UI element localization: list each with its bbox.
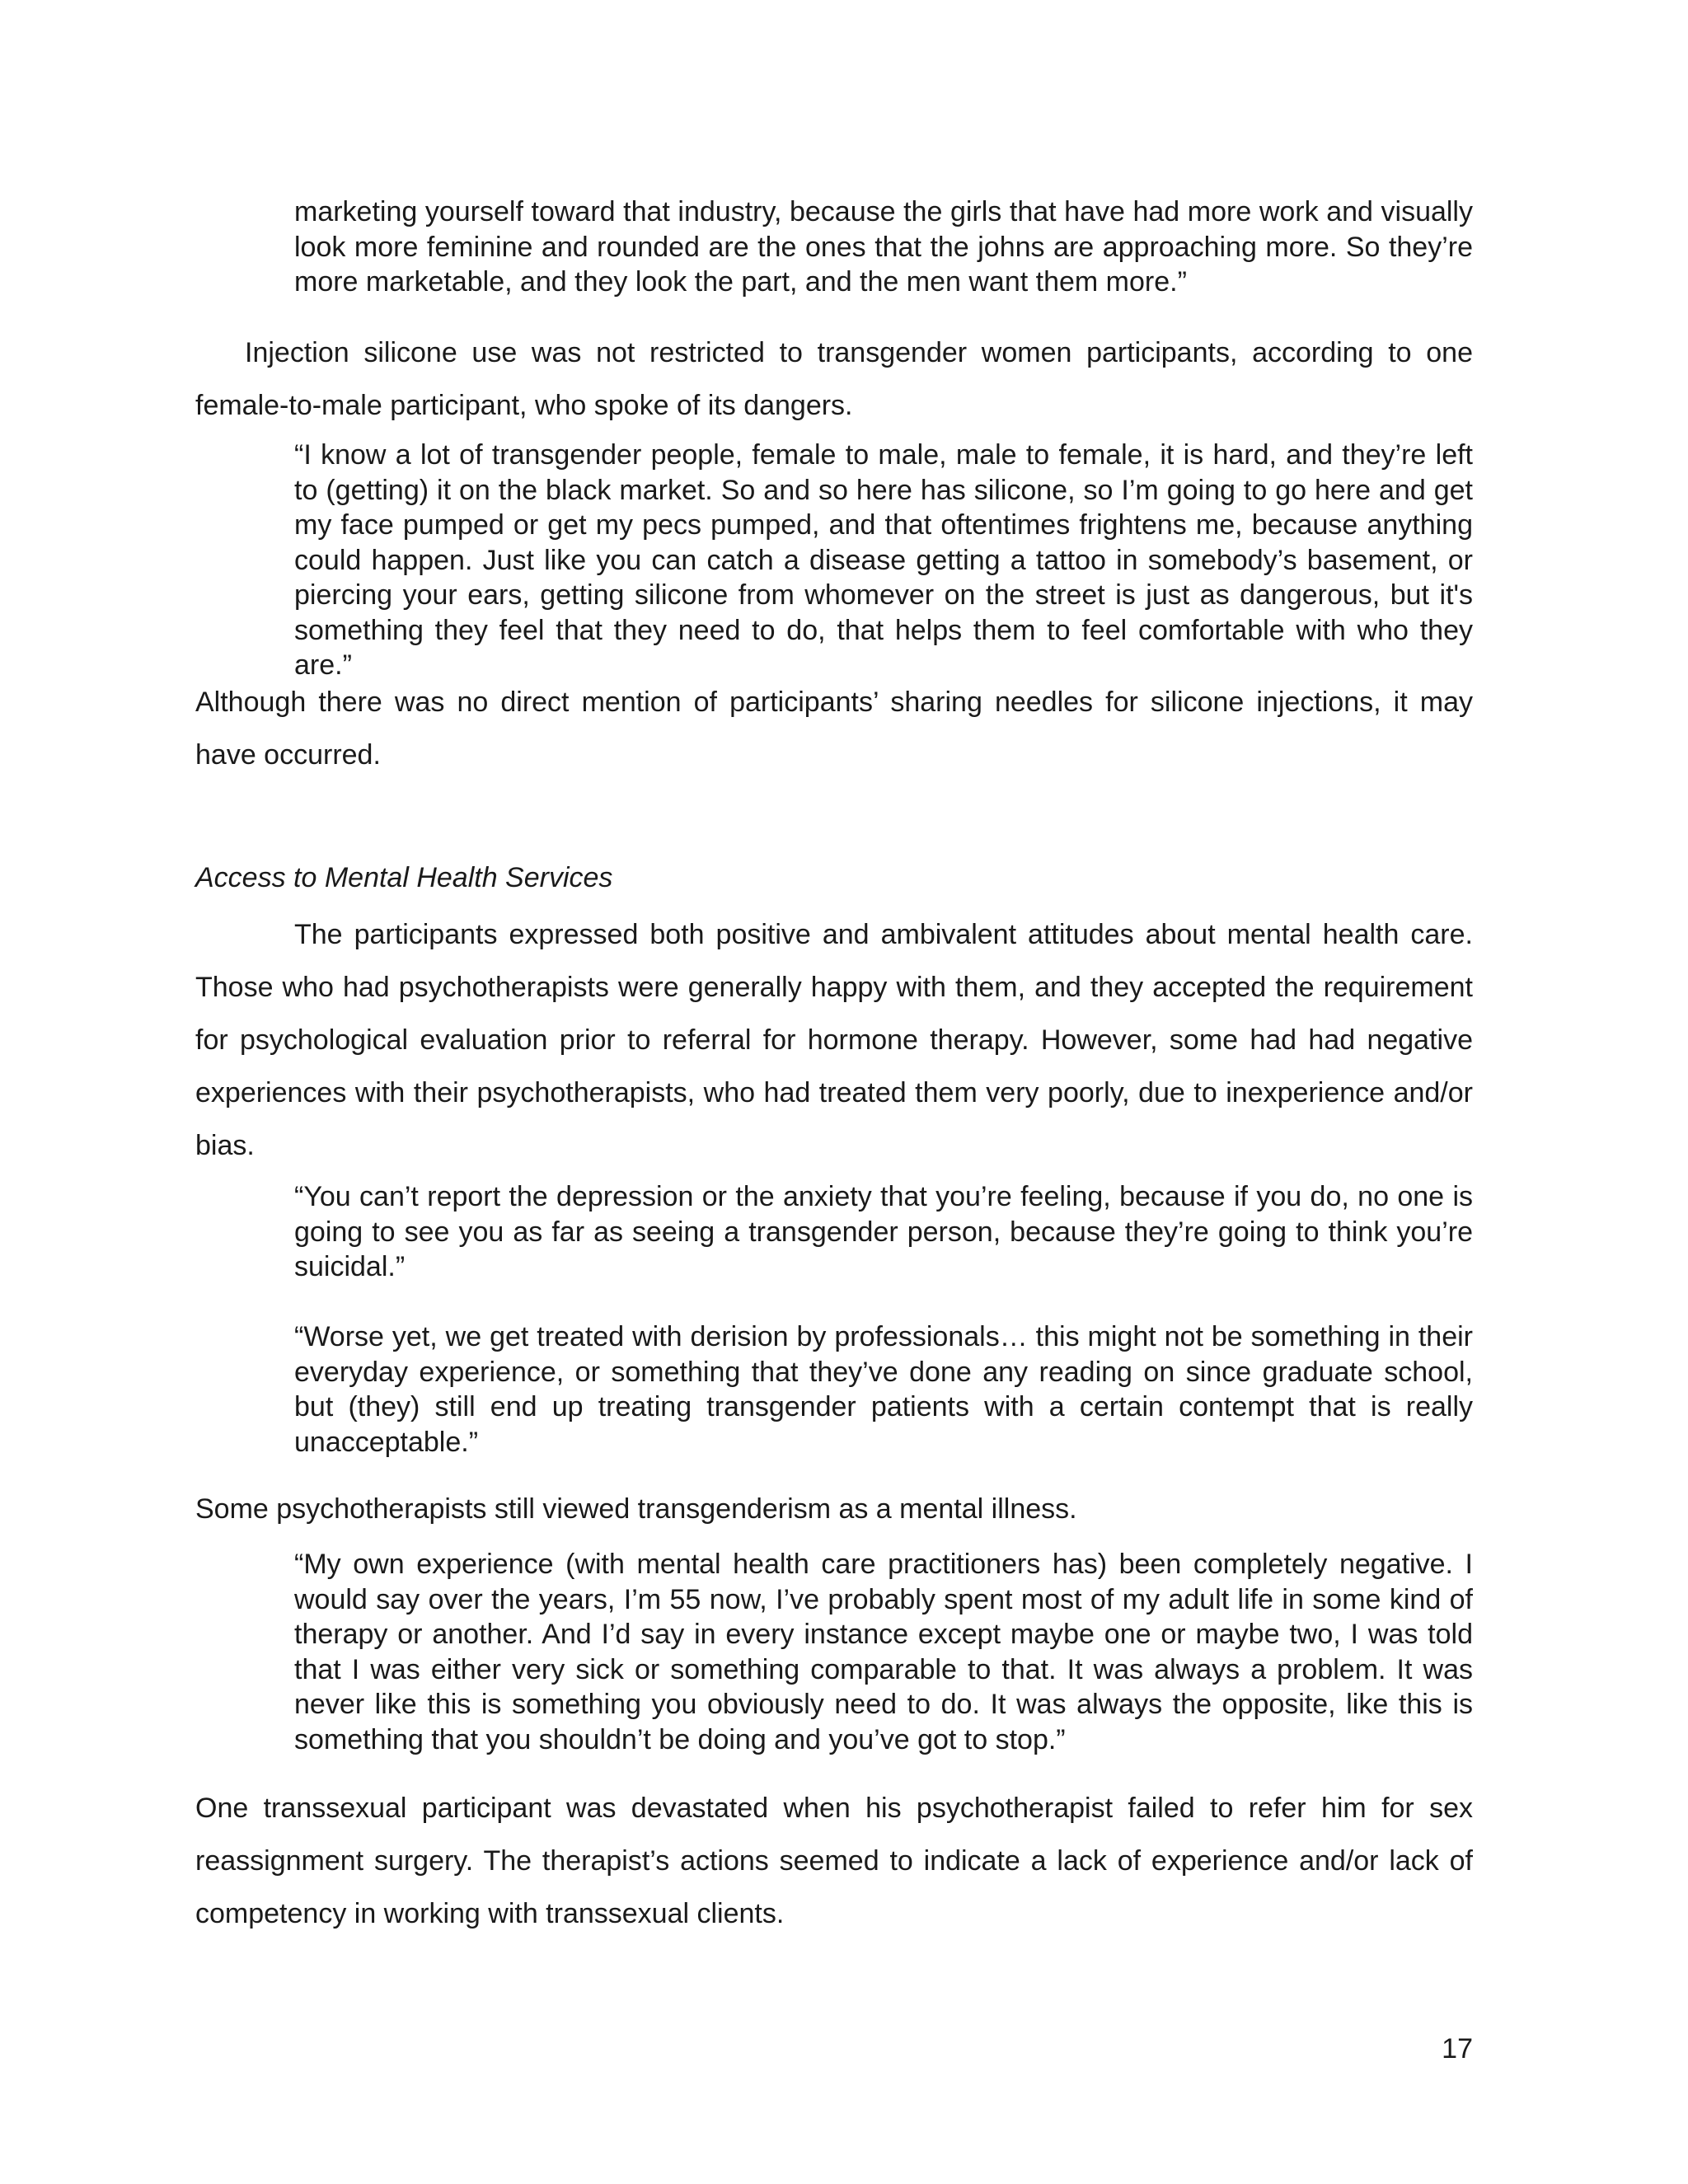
section-heading: Access to Mental Health Services xyxy=(195,862,613,893)
block-quote-2: “I know a lot of transgender people, female to male, male to female, it is hard, and they’re left to (getting) it on the black market. So and so here has silicone, so I’m going to go here and get my face pumped or get my pecs pumped, and that oftentimes frightens me, because anything could happen. Just like you can catch a disease getting a tattoo in somebody’s basement, or piercing your ears, getting silicone from whomever on the street is just as dangerous, but it's something they feel that they need to do, that helps them to feel comfortable with who they are.” xyxy=(294,439,1473,681)
body-paragraph-3: The participants expressed both positive and ambivalent attitudes about mental health care. Those who had psychotherapists were generally happy with them, and they accepted the requirement for psychological evaluation prior to referral for hormone therapy. However, some had had negative experiences with their psychotherapists, who had treated them very poorly, due to inexperience and/or bias. xyxy=(195,919,1473,1161)
block-quote-3: “You can’t report the depression or the anxiety that you’re feeling, because if you do, no one is going to see you as far as seeing a transgender person, because they’re going to think you’re suicidal.” xyxy=(294,1181,1473,1282)
block-quote-5: “My own experience (with mental health care practitioners has) been completely negative. I would say over the years, I’m 55 now, I’ve probably spent most of my adult life in some kind of therapy or another. And I’d say in every instance except maybe one or maybe two, I was told that I was either very sick or something comparable to that. It was always a problem. It was never like this is something you obviously need to do. It was always the opposite, like this is something that you shouldn’t be doing and you’ve got to stop.” xyxy=(294,1549,1473,1755)
body-paragraph-5: One transsexual participant was devastated when his psychotherapist failed to refer him for sex reassignment surgery. The therapist’s actions seemed to indicate a lack of experience and/or lack of competency in working with transsexual clients. xyxy=(195,1793,1473,1929)
body-paragraph-4: Some psychotherapists still viewed transgenderism as a mental illness. xyxy=(195,1493,1077,1525)
body-paragraph-2: Although there was no direct mention of participants’ sharing needles for silicone injections, it may have occurred. xyxy=(195,687,1473,771)
page-number: 17 xyxy=(1442,2033,1473,2064)
block-quote-4: “Worse yet, we get treated with derision by professionals… this might not be something in their everyday experience, or something that they’ve done any reading on since graduate school, but (they) still end up treating transgender patients with a certain contempt that is really unacceptable.” xyxy=(294,1321,1473,1458)
block-quote-1: marketing yourself toward that industry, because the girls that have had more work and visually look more feminine and rounded are the ones that the johns are approaching more. So they’re more marketable, and they look the part, and the men want them more.” xyxy=(294,196,1473,298)
body-paragraph-1: Injection silicone use was not restricted to transgender women participants, according to one female-to-male participant, who spoke of its dangers. xyxy=(195,337,1473,421)
